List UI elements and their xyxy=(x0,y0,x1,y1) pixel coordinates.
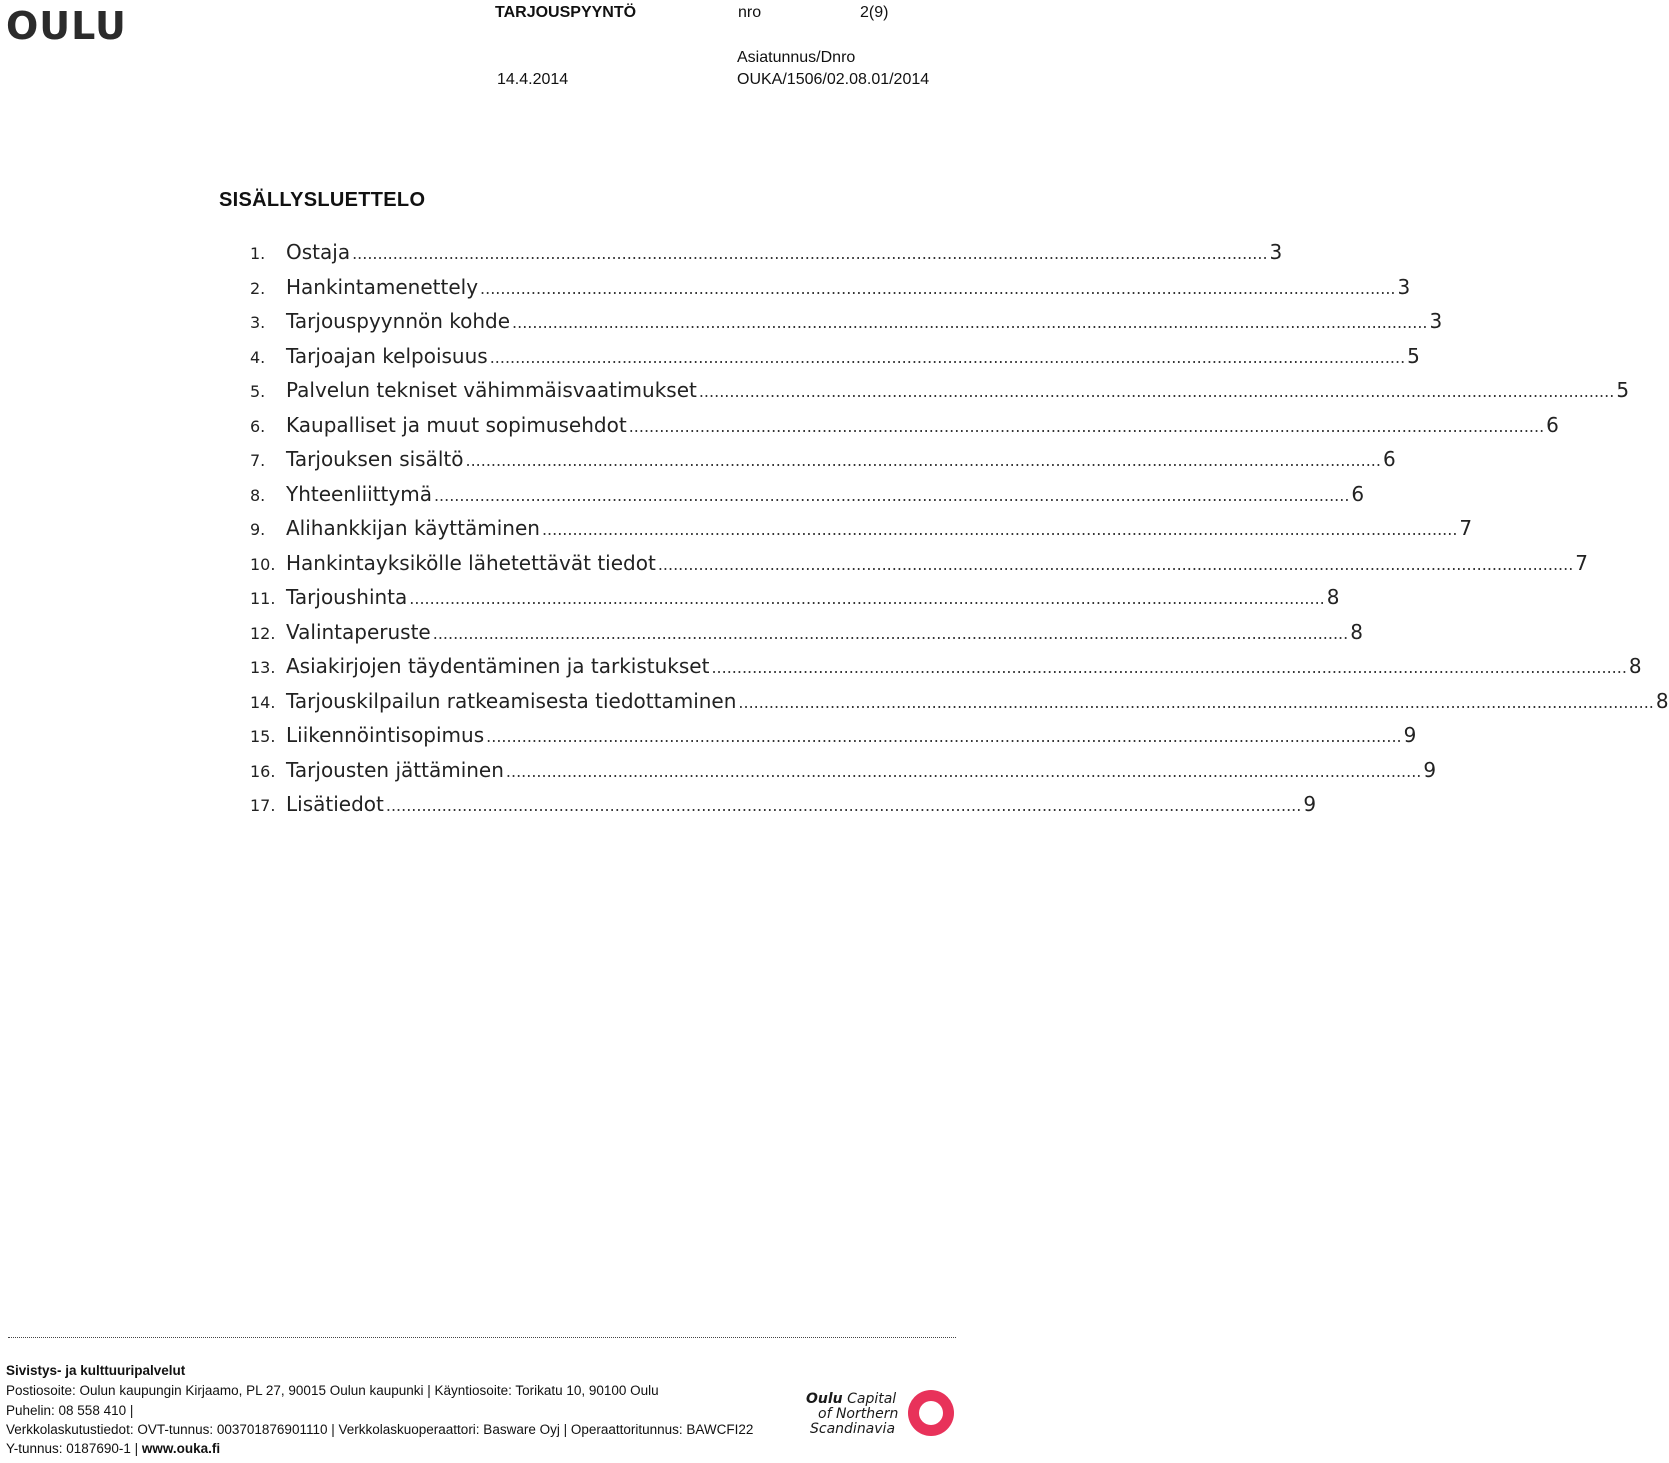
brand-ring-icon xyxy=(908,1390,954,1436)
toc-entry-number: 15. xyxy=(250,727,276,746)
footer-phone: Puhelin: 08 558 410 | xyxy=(6,1403,134,1418)
toc-leader-dots xyxy=(512,313,1427,332)
toc-entry-label: Asiakirjojen täydentäminen ja tarkistukset xyxy=(286,654,710,678)
toc-entry-label: Tarjouskilpailun ratkeamisesta tiedottaminen xyxy=(286,688,737,713)
toc-entry-page: 6 xyxy=(1382,447,1396,471)
footer-divider xyxy=(8,1337,956,1338)
toc-entry-number: 4. xyxy=(250,347,266,367)
toc-entry[interactable] xyxy=(250,481,1365,517)
toc-entry[interactable] xyxy=(250,274,1411,310)
toc-entry-page: 8 xyxy=(1350,619,1363,644)
toc-entry[interactable] xyxy=(250,723,1417,758)
toc-entry-label: Lisätiedot xyxy=(286,792,384,816)
toc-entry-label: Tarjoushinta xyxy=(286,585,408,609)
oulu-capital-brand xyxy=(806,1392,956,1442)
toc-entry[interactable] xyxy=(250,240,1283,275)
toc-leader-dots xyxy=(480,279,1395,298)
toc-entry-page: 8 xyxy=(1326,585,1340,609)
toc-entry-number: 11. xyxy=(250,589,276,608)
toc-title: SISÄLLYSLUETTELO xyxy=(219,189,426,211)
toc-entry[interactable] xyxy=(250,516,1473,551)
page-count: 2(9) xyxy=(860,4,889,21)
brand-oulu: Oulu xyxy=(806,1391,843,1407)
footer-website-link[interactable]: www.ouka.fi xyxy=(141,1441,221,1456)
toc-entry[interactable] xyxy=(250,550,1589,586)
toc-entry-number: 2. xyxy=(250,278,266,298)
oulu-logo: OULU xyxy=(6,4,127,48)
brand-line2: of Northern xyxy=(818,1406,899,1422)
toc-entry-page: 5 xyxy=(1616,378,1630,402)
reference-label: Asiatunnus/Dnro xyxy=(737,49,856,66)
footer-address: Postiosoite: Oulun kaupungin Kirjaamo, PL 27, 90015 Oulun kaupunki | Käyntiosoite: Torikatu 10, 90100 Oulu xyxy=(6,1383,659,1398)
toc-entry[interactable] xyxy=(250,447,1396,482)
toc-leader-dots xyxy=(386,796,1301,815)
toc-entry-number: 3. xyxy=(250,313,266,332)
toc-entry[interactable] xyxy=(250,378,1630,413)
toc-entry-number: 8. xyxy=(250,485,266,505)
toc-entry-label: Liikennöintisopimus xyxy=(286,723,485,747)
toc-entry[interactable] xyxy=(250,309,1443,344)
toc-entry[interactable] xyxy=(250,585,1340,620)
toc-entry-label: Tarjouspyynnön kohde xyxy=(286,309,511,333)
toc-leader-dots xyxy=(352,244,1267,263)
reference-number: OUKA/1506/02.08.01/2014 xyxy=(737,71,930,88)
toc-leader-dots xyxy=(629,417,1544,436)
toc-entry[interactable] xyxy=(250,688,1669,724)
toc-entry-page: 9 xyxy=(1403,723,1417,747)
toc-entry-number: 6. xyxy=(250,416,266,436)
toc-leader-dots xyxy=(409,589,1324,608)
toc-leader-dots xyxy=(490,348,1405,367)
toc-entry-label: Tarjoajan kelpoisuus xyxy=(286,343,488,368)
toc-entry-label: Yhteenliittymä xyxy=(286,481,432,506)
toc-entry-label: Ostaja xyxy=(286,240,351,264)
toc-leader-dots xyxy=(433,624,1348,643)
toc-entry[interactable] xyxy=(250,343,1420,379)
toc-entry-page: 5 xyxy=(1407,343,1420,368)
document-type: TARJOUSPYYNTÖ xyxy=(495,4,637,21)
toc-entry-number: 17. xyxy=(250,796,276,815)
toc-entry[interactable] xyxy=(250,619,1363,655)
footer-id-line xyxy=(6,1441,220,1456)
footer-separator: | xyxy=(134,1441,139,1456)
toc-entry-number: 10. xyxy=(250,554,276,574)
toc-leader-dots xyxy=(542,520,1457,539)
toc-leader-dots xyxy=(434,486,1349,505)
toc-entry[interactable] xyxy=(250,792,1317,827)
toc-entry-page: 9 xyxy=(1303,792,1317,816)
toc-entry-page: 7 xyxy=(1575,550,1589,575)
toc-entry[interactable] xyxy=(250,757,1437,793)
toc-entry-page: 9 xyxy=(1423,757,1437,782)
toc-entry-number: 1. xyxy=(250,244,266,263)
toc-entry-number: 16. xyxy=(250,761,276,781)
toc-entry-number: 14. xyxy=(250,692,276,712)
brand-line3: Scandinavia xyxy=(810,1421,896,1437)
document-date: 14.4.2014 xyxy=(497,71,569,88)
brand-text xyxy=(806,1392,898,1437)
toc-entry-number: 7. xyxy=(250,451,266,470)
toc-entry-number: 12. xyxy=(250,623,276,643)
toc-entry[interactable] xyxy=(250,654,1642,689)
footer-unit: Sivistys- ja kulttuuripalvelut xyxy=(6,1363,186,1378)
toc-leader-dots xyxy=(699,382,1614,401)
toc-entry-page: 3 xyxy=(1397,274,1411,299)
toc-entry-label: Valintaperuste xyxy=(286,619,431,644)
toc-entry-label: Tarjousten jättäminen xyxy=(286,757,504,782)
toc-entry-label: Alihankkijan käyttäminen xyxy=(286,516,540,540)
toc-entry-page: 8 xyxy=(1628,654,1642,678)
toc-entry-number: 5. xyxy=(250,382,266,401)
toc-entry-page: 6 xyxy=(1351,481,1365,506)
toc-entry-label: Palvelun tekniset vähimmäisvaatimukset xyxy=(286,378,697,402)
toc-entry-page: 8 xyxy=(1655,688,1669,713)
footer-ytunnus: Y-tunnus: 0187690-1 xyxy=(6,1441,131,1456)
toc-entry-label: Kaupalliset ja muut sopimusehdot xyxy=(286,412,627,437)
toc-leader-dots xyxy=(711,658,1626,677)
toc-entry-page: 6 xyxy=(1546,412,1559,437)
toc-leader-dots xyxy=(738,693,1653,712)
toc-entry-number: 13. xyxy=(250,658,276,677)
toc-entry-label: Tarjouksen sisältö xyxy=(286,447,464,471)
toc-leader-dots xyxy=(465,451,1380,470)
toc-leader-dots xyxy=(486,727,1401,746)
toc-entry-number: 9. xyxy=(250,520,266,539)
toc-leader-dots xyxy=(506,762,1421,781)
toc-leader-dots xyxy=(658,555,1573,574)
table-of-contents xyxy=(250,240,1669,827)
toc-entry-label: Hankintamenettely xyxy=(286,274,479,299)
toc-entry-page: 3 xyxy=(1429,309,1443,333)
toc-entry-label: Hankintayksikölle lähetettävät tiedot xyxy=(286,550,656,575)
brand-capital: Capital xyxy=(842,1391,897,1407)
nro-label: nro xyxy=(738,4,762,21)
toc-entry-page: 7 xyxy=(1459,516,1473,540)
toc-entry[interactable] xyxy=(250,412,1559,448)
toc-entry-page: 3 xyxy=(1269,240,1283,264)
footer-billing: Verkkolaskutustiedot: OVT-tunnus: 003701876901110 | Verkkolaskuoperaattori: Basware Oyj | Operaattoritunnus: BAWCFI22 xyxy=(6,1422,754,1437)
